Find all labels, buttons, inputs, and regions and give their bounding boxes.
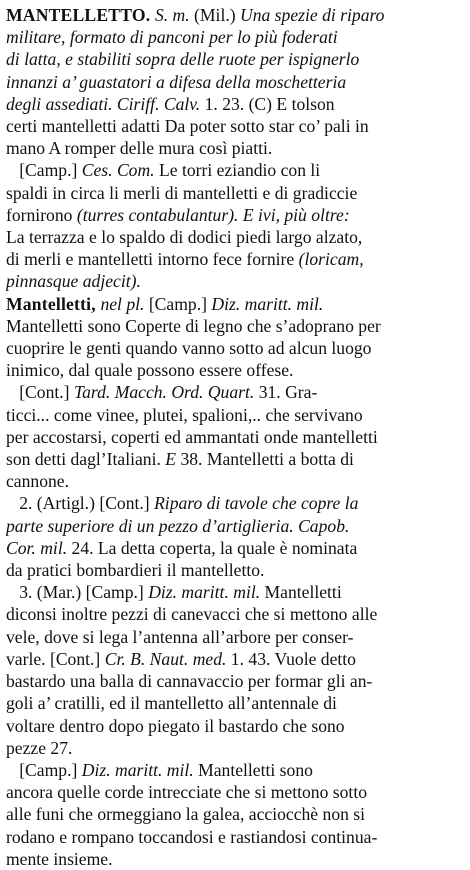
text-run: Mantelletti <box>264 582 342 603</box>
dictionary-entry <box>6 4 464 159</box>
text-run: pezze 27. <box>6 737 73 758</box>
text-line <box>6 737 464 759</box>
text-run: [Cont.] <box>6 382 74 403</box>
text-line <box>6 404 464 426</box>
text-line <box>6 93 464 115</box>
text-run: diconsi inoltre pezzi di canevacci che si mettono alle <box>6 604 378 625</box>
text-run: ticci... come vinee, plutei, spalioni,.. che servivano <box>6 404 363 425</box>
text-line <box>6 115 464 137</box>
dictionary-entry <box>6 492 464 581</box>
text-run: fornirono <box>6 204 77 225</box>
text-line <box>6 26 464 48</box>
text-run: per accostarsi, coperti ed ammantati onde mantelletti <box>6 426 378 447</box>
dictionary-entry <box>6 381 464 492</box>
italic-text: E <box>165 449 181 470</box>
dictionary-entry <box>6 581 464 759</box>
text-line <box>6 715 464 737</box>
text-run: La terrazza e lo spaldo di dodici piedi largo alzato, <box>6 227 363 248</box>
text-run: 1. 23. (C) E tolson <box>204 93 335 114</box>
text-run: mente insieme. <box>6 848 113 869</box>
italic-text: Ces. Com. <box>81 160 159 181</box>
text-line <box>6 826 464 848</box>
text-run: rodano e rompano toccandosi e rastiandosi continua- <box>6 826 378 847</box>
text-line <box>6 359 464 381</box>
text-run: inimico, dal quale possono essere offese. <box>6 360 294 381</box>
italic-text: Diz. maritt. mil. <box>148 582 265 603</box>
text-run: [Camp.] <box>148 293 212 314</box>
text-line <box>6 470 464 492</box>
italic-text: S. m. <box>154 5 195 25</box>
italic-text: pinnasque adjecit). <box>6 271 141 292</box>
text-run: voltare dentro dopo piegato il bastardo che sono <box>6 715 345 736</box>
italic-text: (turres contabulantur). E ivi, più oltre: <box>76 204 350 225</box>
text-run: certi mantelletti adatti Da poter sotto star co’ pali in <box>6 116 369 137</box>
italic-text: nel pl. <box>100 293 149 314</box>
text-line <box>6 581 464 603</box>
text-line <box>6 759 464 781</box>
italic-text: parte superiore di un pezzo d’artiglieria. Capob. <box>6 515 350 536</box>
text-run: [Camp.] <box>6 759 82 780</box>
italic-text: di latta, e stabiliti sopra delle ruote per ispignerlo <box>6 49 360 70</box>
text-run: varle. [Cont.] <box>6 648 105 669</box>
text-line <box>6 692 464 714</box>
italic-text: innanzi a’ guastatori a difesa della moschetteria <box>6 71 347 92</box>
italic-text: Cr. B. Naut. med. <box>104 648 231 669</box>
text-run: da pratici bombardieri il mantelletto. <box>6 560 265 581</box>
text-line <box>6 226 464 248</box>
text-run: cuoprire le genti quando vanno sotto ad alcun luogo <box>6 338 372 359</box>
text-run: (Mil.) <box>194 5 240 25</box>
text-line <box>6 381 464 403</box>
text-line <box>6 426 464 448</box>
text-line <box>6 648 464 670</box>
text-line <box>6 803 464 825</box>
italic-text: degli assediati. Ciriff. Calv. <box>6 93 205 114</box>
text-line <box>6 159 464 181</box>
text-run: spaldi in circa li merli di mantelletti e di gradiccie <box>6 182 358 203</box>
text-line <box>6 270 464 292</box>
italic-text: Diz. maritt. mil. <box>81 759 199 780</box>
text-run: Mantelletti sono Coperte di legno che s’adoprano per <box>6 315 381 336</box>
text-line <box>6 71 464 93</box>
text-line <box>6 559 464 581</box>
text-run: 38. Mantelletti a botta di <box>180 449 354 470</box>
text-run: ancora quelle corde intrecciate che si mettono sotto <box>6 782 368 803</box>
text-line <box>6 515 464 537</box>
text-line <box>6 293 464 315</box>
italic-text: Tard. Macch. Ord. Quart. <box>73 382 259 403</box>
text-run: 2. (Artigl.) [Cont.] <box>6 493 155 514</box>
text-run: goli a’ cratilli, ed il mantelletto all’antennale di <box>6 693 337 714</box>
text-run: di merli e mantelletti intorno fece fornire <box>6 249 299 270</box>
dictionary-entry <box>6 293 464 382</box>
text-line <box>6 315 464 337</box>
text-line <box>6 448 464 470</box>
italic-text: militare, formato di panconi per lo più foderati <box>6 27 338 48</box>
text-line <box>6 48 464 70</box>
italic-text: (loricam, <box>298 249 364 270</box>
text-line <box>6 492 464 514</box>
text-run: 24. La detta coperta, la quale è nominata <box>71 537 358 558</box>
text-line <box>6 137 464 159</box>
text-run: 1. 43. Vuole detto <box>230 648 356 669</box>
text-line <box>6 670 464 692</box>
text-run: 3. (Mar.) [Camp.] <box>6 582 149 603</box>
text-run: alle funi che ormeggiano la galea, acciocchè non si <box>6 804 366 825</box>
headword: MANTELLETTO. <box>6 5 155 25</box>
text-line <box>6 204 464 226</box>
text-run: 31. Gra- <box>258 382 318 403</box>
text-run: son detti dagl’Italiani. <box>6 449 166 470</box>
text-line <box>6 337 464 359</box>
dictionary-entry <box>6 159 464 292</box>
text-run: vele, dove si lega l’antenna all’arbore per conser- <box>6 626 354 647</box>
text-run: Mantelletti sono <box>198 759 313 780</box>
italic-text: Diz. maritt. mil. <box>211 293 324 314</box>
italic-text: Una spezie di riparo <box>239 5 385 25</box>
text-line <box>6 848 464 870</box>
text-line <box>6 537 464 559</box>
text-run: Le torri eziandio con li <box>158 160 321 181</box>
text-line <box>6 248 464 270</box>
headword: Mantelletti, <box>6 293 101 314</box>
dictionary-entry <box>6 759 464 870</box>
text-run: mano A romper delle mura così piatti. <box>6 138 273 159</box>
text-line <box>6 603 464 625</box>
italic-text: Riparo di tavole che copre la <box>154 493 359 514</box>
italic-text: Cor. mil. <box>6 537 72 558</box>
text-run: bastardo una balla di cannavaccio per formar gli an- <box>6 671 373 692</box>
text-line <box>6 781 464 803</box>
text-run: cannone. <box>6 471 70 492</box>
text-line <box>6 626 464 648</box>
text-line <box>6 182 464 204</box>
text-run: [Camp.] <box>6 160 82 181</box>
text-line <box>6 4 464 26</box>
